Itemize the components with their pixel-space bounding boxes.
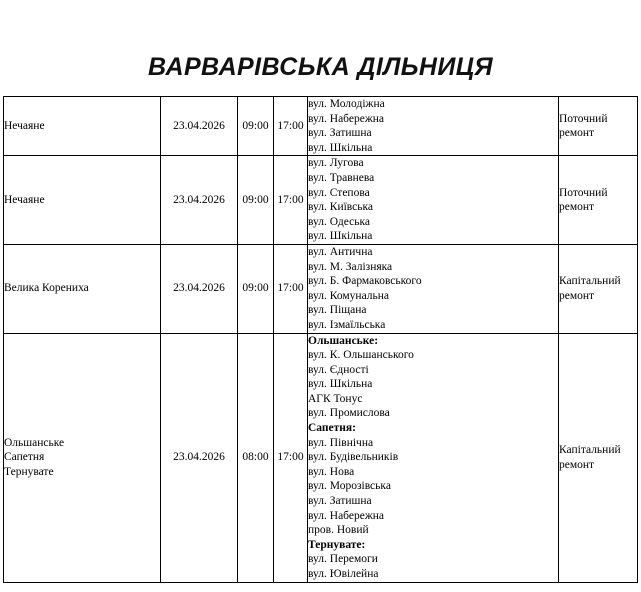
cell-date: 23.04.2026 <box>161 333 238 582</box>
cell-date: 23.04.2026 <box>161 156 238 245</box>
street-line: вул. Антична <box>308 245 373 258</box>
street-line: вул. М. Залізняка <box>308 260 393 273</box>
street-line: вул. Затишна <box>308 127 372 140</box>
work-type-line: Капітальний <box>559 443 621 456</box>
outage-schedule-table <box>3 96 638 583</box>
cell-work-type <box>559 156 638 245</box>
cell-date: 23.04.2026 <box>161 97 238 156</box>
street-line: вул. Травнева <box>308 171 375 184</box>
cell-time-from: 09:00 <box>238 244 274 333</box>
street-line: вул. Ювілейна <box>308 568 379 580</box>
street-group-heading: Сапетня: <box>308 422 356 435</box>
street-line: вул. Ізмаїльська <box>308 318 386 331</box>
street-line: АГК Тонус <box>308 392 363 405</box>
cell-streets <box>308 244 559 333</box>
cell-streets <box>308 333 559 582</box>
street-line: вул. Степова <box>308 186 370 199</box>
locality-line: Ольшанське <box>4 436 65 449</box>
street-line: вул. Затишна <box>308 495 372 508</box>
work-type-line: ремонт <box>559 201 595 214</box>
cell-work-type <box>559 244 638 333</box>
outage-table-body <box>4 97 638 583</box>
street-line: вул. Нова <box>308 465 355 478</box>
street-line: вул. Північна <box>308 436 374 449</box>
street-line: вул. Б. Фармаковського <box>308 275 422 288</box>
work-type-line: Поточний <box>559 112 608 125</box>
work-type-line: Поточний <box>559 186 608 199</box>
table-row <box>4 97 638 156</box>
cell-time-to: 17:00 <box>274 333 308 582</box>
street-line: вул. Комунальна <box>308 289 390 302</box>
street-line: пров. Новий <box>308 524 369 537</box>
cell-time-from: 09:00 <box>238 156 274 245</box>
table-row <box>4 244 638 333</box>
street-line: вул. Шкільна <box>308 378 373 391</box>
cell-work-type <box>559 333 638 582</box>
cell-locality <box>4 333 161 582</box>
work-type-line: ремонт <box>559 127 595 140</box>
cell-streets <box>308 156 559 245</box>
street-group-heading: Ольшанське: <box>308 334 379 347</box>
cell-work-type <box>559 97 638 156</box>
street-line: вул. Одеська <box>308 215 371 228</box>
cell-streets <box>308 97 559 156</box>
street-line: вул. Піщана <box>308 304 367 317</box>
work-type-line: Капітальний <box>559 275 621 288</box>
street-line: вул. Морозівська <box>308 480 391 493</box>
street-line: вул. К. Ольшанського <box>308 349 414 362</box>
table-row <box>4 333 638 582</box>
cell-time-to: 17:00 <box>274 244 308 333</box>
cell-locality <box>4 156 161 245</box>
cell-time-from: 09:00 <box>238 97 274 156</box>
work-type-line: ремонт <box>559 458 595 471</box>
street-line: вул. Київська <box>308 201 374 214</box>
cell-locality <box>4 244 161 333</box>
cell-locality <box>4 97 161 156</box>
street-line: вул. Промислова <box>308 407 390 420</box>
street-line: вул. Лугова <box>308 157 364 170</box>
locality-line: Сапетня <box>4 451 45 464</box>
work-type-line: ремонт <box>559 289 595 302</box>
street-line: вул. Перемоги <box>308 553 378 566</box>
table-row <box>4 156 638 245</box>
street-line: вул. Єдності <box>308 363 369 376</box>
locality-line: Тернувате <box>4 465 54 478</box>
street-line: вул. Молодіжна <box>308 98 385 110</box>
page-title: ВАРВАРІВСЬКА ДІЛЬНИЦЯ <box>148 53 493 81</box>
locality-line: Нечаяне <box>4 119 45 132</box>
cell-date: 23.04.2026 <box>161 244 238 333</box>
locality-line: Нечаяне <box>4 193 45 206</box>
street-line: вул. Шкільна <box>308 141 373 154</box>
street-line: вул. Будівельників <box>308 451 399 464</box>
street-group-heading: Тернувате: <box>308 538 366 551</box>
street-line: вул. Набережна <box>308 509 385 522</box>
street-line: вул. Набережна <box>308 112 385 125</box>
street-line: вул. Шкільна <box>308 230 373 243</box>
cell-time-from: 08:00 <box>238 333 274 582</box>
cell-time-to: 17:00 <box>274 97 308 156</box>
cell-time-to: 17:00 <box>274 156 308 245</box>
locality-line: Велика Корениха <box>4 282 89 295</box>
